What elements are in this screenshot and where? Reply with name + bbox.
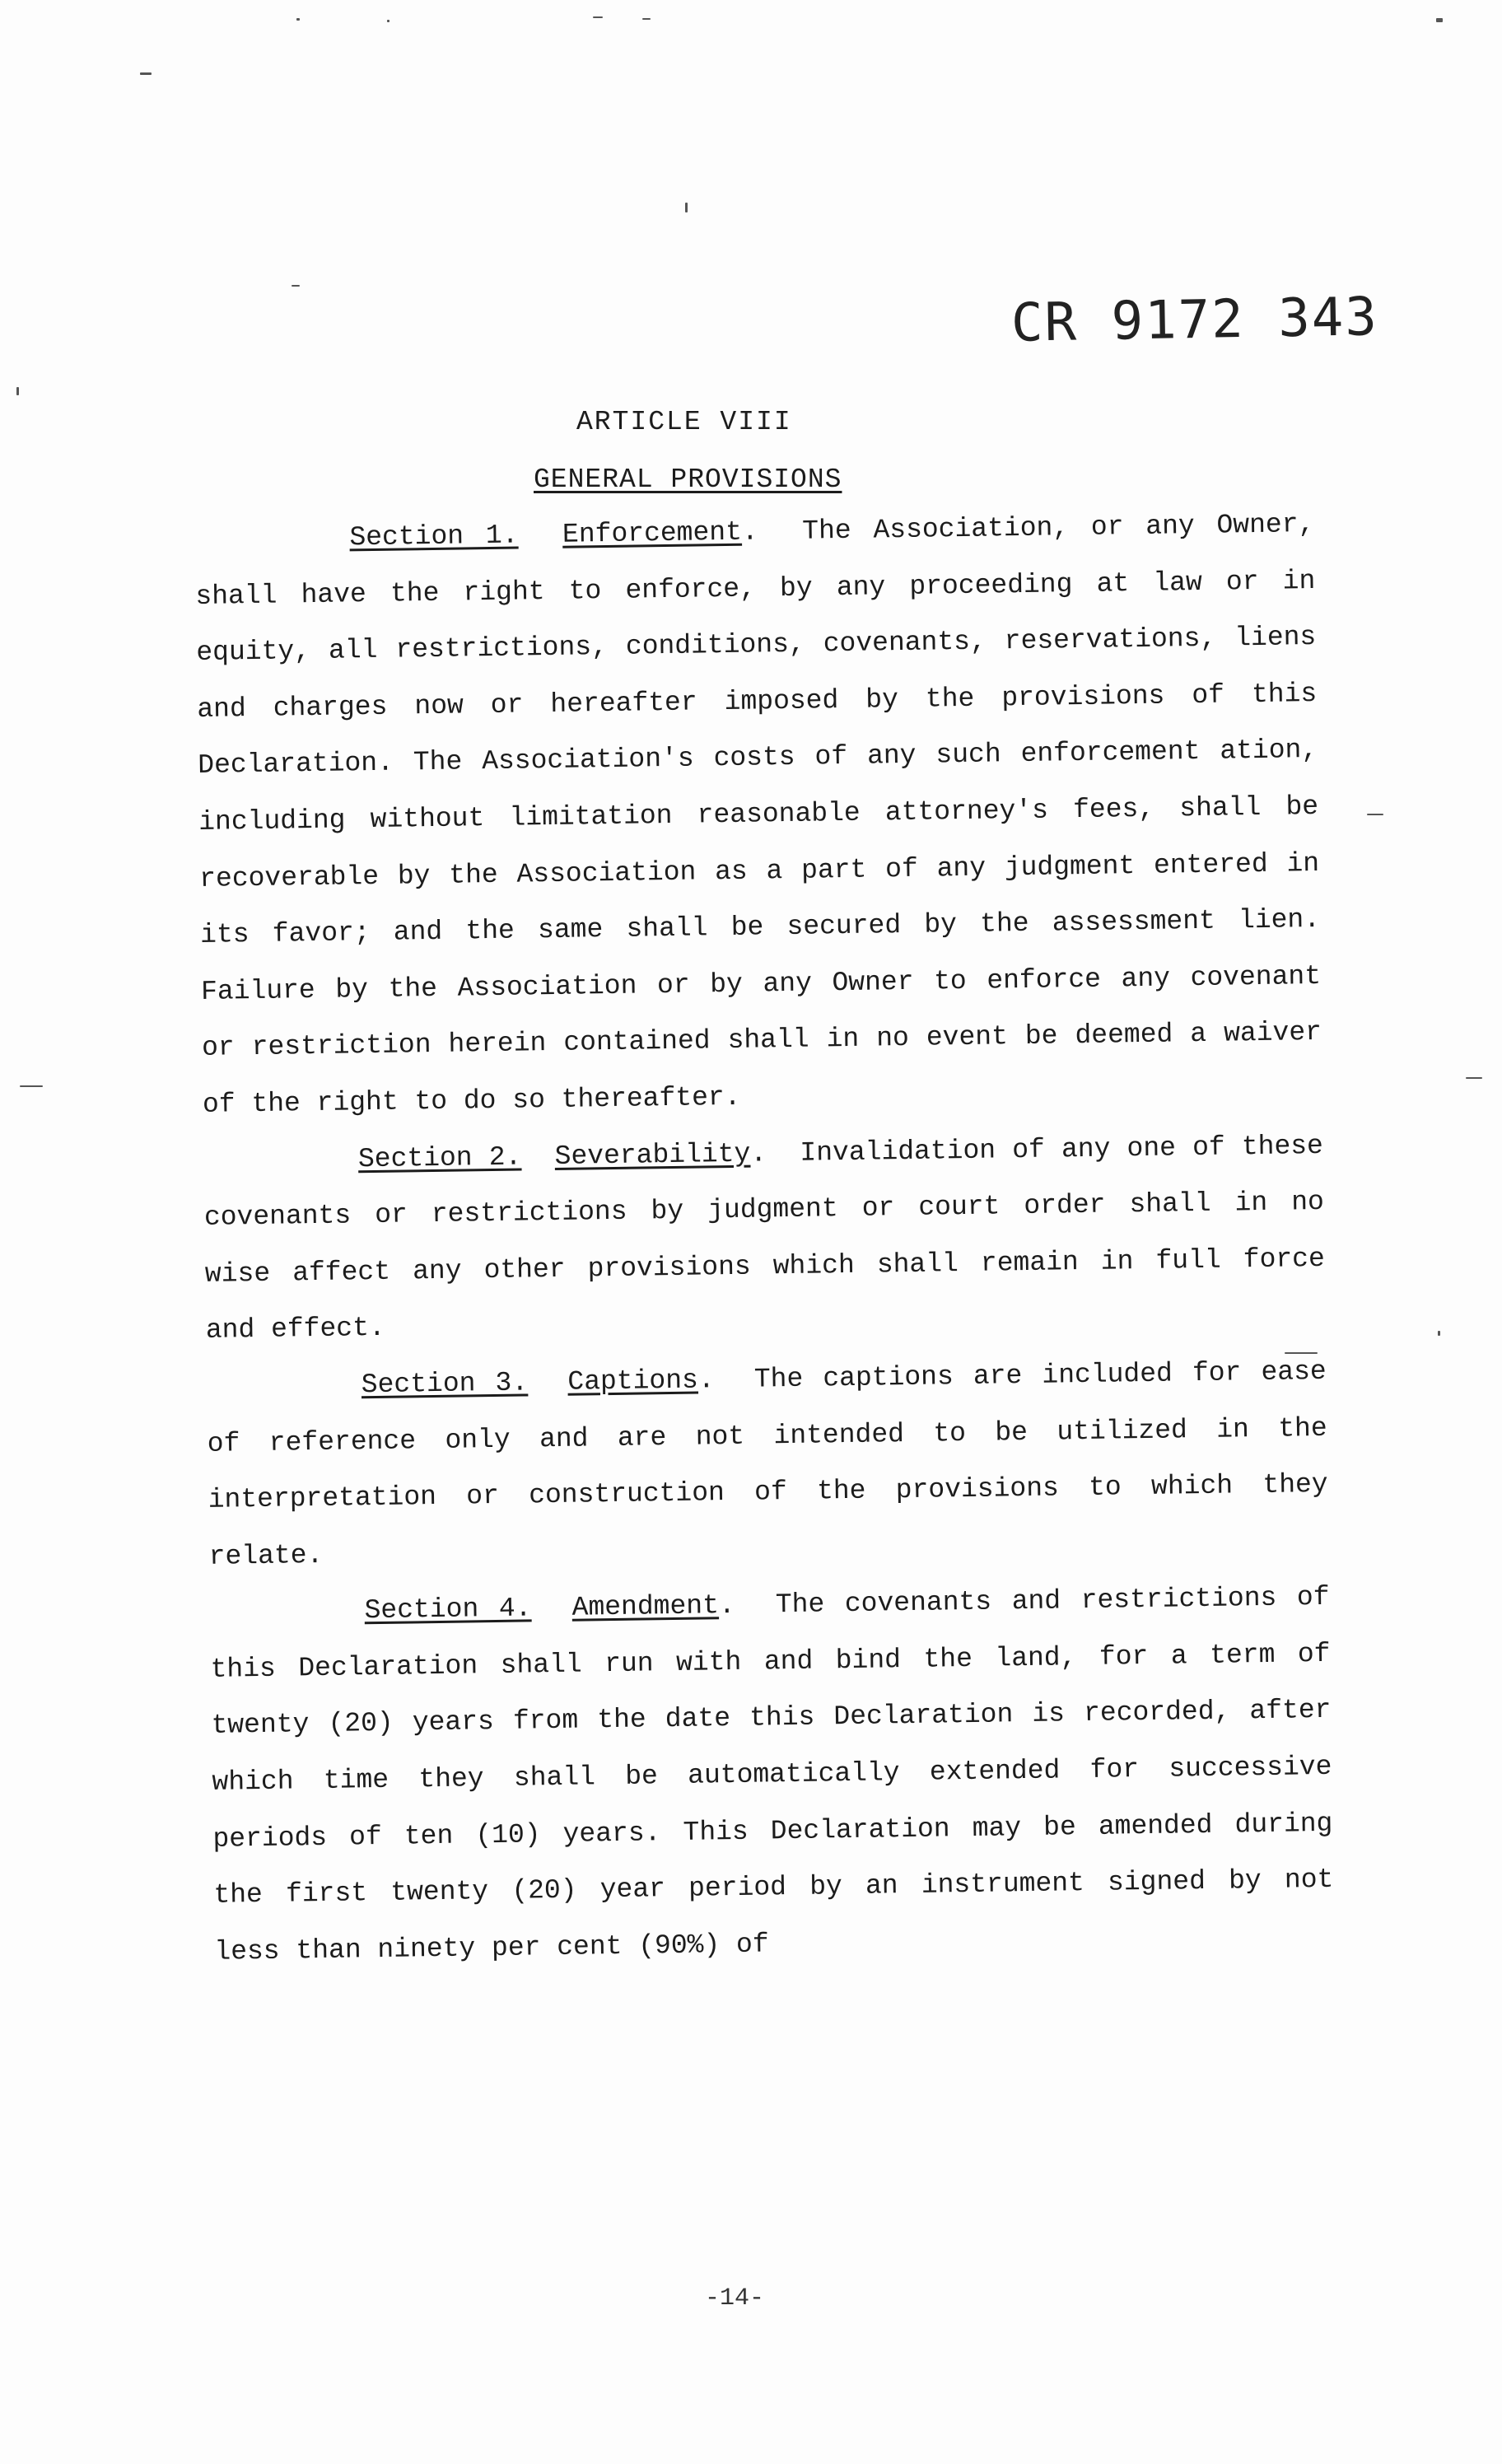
scan-speck bbox=[16, 387, 19, 395]
page-number: -14- bbox=[705, 2284, 765, 2312]
section-heading: Amendment bbox=[571, 1590, 720, 1624]
scan-speck bbox=[1438, 1331, 1440, 1336]
scan-speck bbox=[1436, 18, 1443, 22]
section-heading: Severability bbox=[554, 1138, 751, 1172]
section-text: Invalidation of any one of these covenants or restrictions by judgment or court order shall in no wise affect any other provisions which shall remain in full force and effect. bbox=[203, 1130, 1326, 1346]
scan-speck bbox=[1367, 814, 1383, 815]
section-text: The covenants and restrictions of this Declaration shall run with and bind the land, for a term of twenty (20) years from the date this Declaration is recorded, after which time they shall be automatically extended for successive periods of ten (10) years. This Declaration may be amended during the first twenty (20) year period by an instrument signed by not less than ninety per cent (90%) of bbox=[210, 1582, 1334, 1967]
article-subtitle: GENERAL PROVISIONS bbox=[534, 464, 842, 495]
scan-speck bbox=[140, 72, 152, 75]
section-number: Section 4. bbox=[364, 1593, 532, 1626]
scan-speck bbox=[387, 20, 389, 22]
section-paragraph: Section 1. Enforcement. The Association, or any Owner, shall have the right to enforce, by any proceeding at law or in equity, all restrictions, conditions, covenants, reservations, liens and charges now or hereafter imposed by the provisions of this Declaration. The Association's costs of any such enforcement ation, including without limitation reasonable attorney's fees, shall be recoverable by the Association as a part of any judgment entered in its favor; and the same shall be secured by the assessment lien. Failure by the Association or by any Owner to enforce any covenant or restriction herein contained shall in no event be deemed a waiver of the right to do so thereafter. bbox=[195, 509, 1322, 1120]
section-number: Section 3. bbox=[361, 1367, 529, 1401]
scan-speck bbox=[296, 18, 300, 21]
section-heading: Enforcement bbox=[562, 516, 743, 550]
scan-speck bbox=[593, 16, 603, 18]
scan-speck bbox=[20, 1085, 43, 1087]
document-body bbox=[194, 497, 1335, 1981]
section-text: The Association, or any Owner, shall have the right to enforce, by any proceeding at law or in equity, all restrictions, conditions, covenants, reservations, liens and charges now or hereafter imposed by the provisions of this Declaration. The Association's costs of any such enforcement ation, including without limitation reasonable attorney's fees, shall be recoverable by the Association as a part of any judgment entered in its favor; and the same shall be secured by the assessment lien. Failure by the Association or by any Owner to enforce any covenant or restriction herein contained shall in no event be deemed a waiver of the right to do so thereafter. bbox=[195, 509, 1322, 1120]
section-number: Section 1. bbox=[349, 520, 519, 553]
scan-speck bbox=[642, 18, 651, 20]
section-paragraph: Section 3. Captions. The captions are included for ease of reference only and are not intended to be utilized in the interpretation or construction of the provisions to which they relate. bbox=[207, 1356, 1328, 1572]
section-number: Section 2. bbox=[357, 1141, 522, 1174]
book-page-reference: CR 9172 343 bbox=[1010, 287, 1379, 354]
article-title: ARTICLE VIII bbox=[576, 407, 792, 437]
section-heading: Captions bbox=[567, 1365, 699, 1398]
section-paragraph: Section 4. Amendment. The covenants and restrictions of this Declaration shall run with and bind the land, for a term of twenty (20) years from the date this Declaration is recorded, after which time they shall be automatically extended for successive periods of ten (10) years. This Declaration may be amended during the first twenty (20) year period by an instrument signed by not less than ninety per cent (90%) of bbox=[210, 1582, 1334, 1967]
section-text: The captions are included for ease of reference only and are not intended to be utilized in the interpretation or construction of the provisions to which they relate. bbox=[207, 1356, 1328, 1572]
section-paragraph: Section 2. Severability. Invalidation of any one of these covenants or restrictions by judgment or court order shall in no wise affect any other provisions which shall remain in full force and effect. bbox=[203, 1130, 1326, 1346]
scan-speck bbox=[292, 285, 300, 287]
scan-speck bbox=[685, 203, 688, 212]
scan-speck bbox=[1466, 1077, 1482, 1079]
